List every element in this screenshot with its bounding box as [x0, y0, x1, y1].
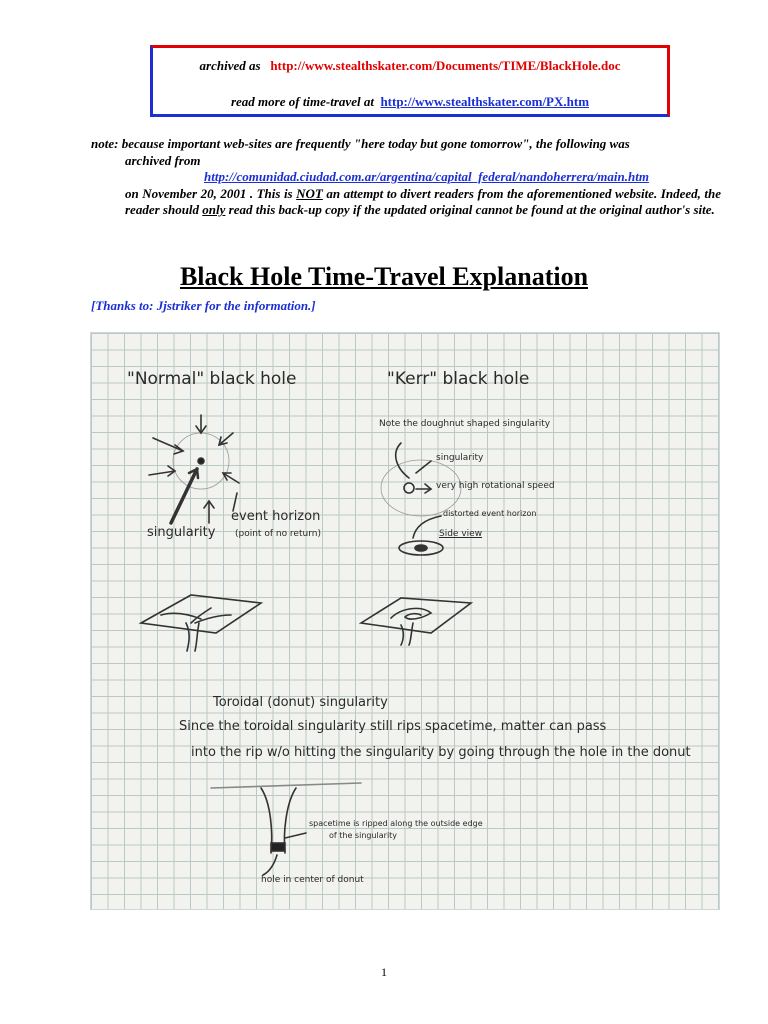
page-number: 1: [381, 965, 387, 979]
normal-hole-label: "Normal" black hole: [127, 369, 297, 389]
archived-as-label: archived as: [199, 58, 261, 73]
archive-box: [150, 45, 670, 117]
toroidal-drawing: [211, 783, 361, 875]
singularity-label-right: singularity: [436, 453, 484, 463]
toroidal-title: Toroidal (donut) singularity: [213, 695, 388, 710]
read-more-label: read more of time-travel at: [230, 94, 374, 109]
normal-black-hole-drawing: [149, 415, 239, 523]
distorted-horizon-label: distorted event horizon: [443, 509, 537, 518]
read-more-line: [153, 94, 667, 110]
funnel-drawing-right: [361, 598, 471, 645]
toroidal-line-2: into the rip w/o hitting the singularity by going through the hole in the donut: [191, 745, 691, 760]
black-hole-sketch: [90, 332, 720, 910]
read-more-link[interactable]: http://www.stealthskater.com/PX.htm: [380, 94, 590, 109]
only-emphasis: only: [202, 202, 226, 217]
thanks-line: [Thanks to: Jjstriker for the information.]: [91, 298, 316, 313]
point-of-no-return-label: (point of no return): [235, 529, 321, 539]
event-horizon-label: event horizon: [231, 509, 321, 524]
source-link[interactable]: http://comunidad.ciudad.com.ar/argentina/capital_federal/nandoherrera/main.htm: [204, 169, 649, 184]
kerr-note: Note the doughnut shaped singularity: [379, 419, 551, 429]
page-title: Black Hole Time-Travel Explanation: [179, 262, 589, 291]
archive-url: http://www.stealthskater.com/Documents/TIME/BlackHole.doc: [270, 58, 621, 73]
singularity-label-left: singularity: [147, 525, 216, 540]
kerr-hole-label: "Kerr" black hole: [387, 369, 530, 389]
hole-center-label: hole in center of donut: [261, 875, 364, 885]
archive-note: [91, 136, 721, 219]
side-view-label: Side view: [439, 529, 483, 539]
archive-line: [153, 58, 667, 74]
rotational-speed-label: very high rotational speed: [436, 481, 555, 491]
note-line-1: note: because important web-sites are frequently "here today but gone tomorrow", the following was: [91, 136, 630, 151]
note-body: on November 20, 2001 . This is NOT an attempt to divert readers from the aforementioned website. Indeed, the reader should only read this back-up copy if the updated original cannot be found at the original author's site.: [125, 185, 721, 217]
not-emphasis: NOT: [296, 185, 323, 201]
ripped-edge-label-1: spacetime is ripped along the outside edge: [309, 819, 483, 828]
toroidal-line-1: Since the toroidal singularity still rips spacetime, matter can pass: [179, 719, 607, 734]
funnel-drawing-left: [141, 595, 261, 651]
ripped-edge-label-2: of the singularity: [329, 831, 398, 840]
note-line-2: archived from: [125, 152, 201, 168]
